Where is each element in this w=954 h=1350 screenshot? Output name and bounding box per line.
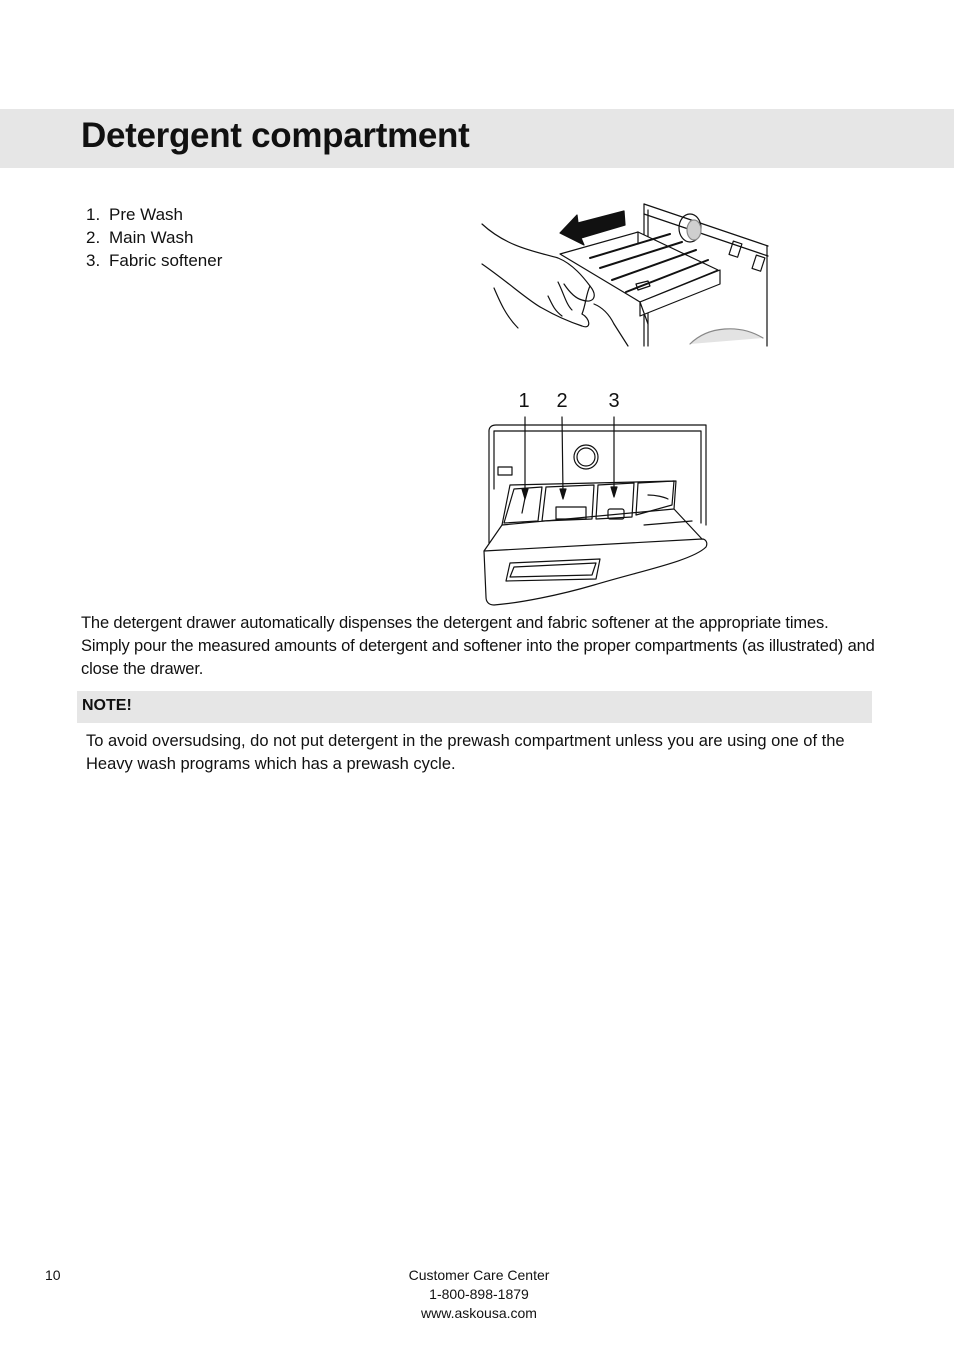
list-item <box>86 249 222 272</box>
note-band <box>77 691 872 723</box>
list-number: 3. <box>86 251 101 270</box>
footer-line: Customer Care Center <box>408 1267 550 1283</box>
list-item <box>86 203 222 226</box>
page-number: 10 <box>45 1267 61 1283</box>
list-number: 2. <box>86 228 101 247</box>
page-title: Detergent compartment <box>81 116 470 155</box>
note-text: To avoid oversudsing, do not put detergent in the prewash compartment unless you are using one of the Heavy wash programs which has a prewash cycle. <box>86 732 845 773</box>
footer-phone: 1-800-898-1879 <box>429 1286 529 1302</box>
footer-contact <box>329 1266 629 1323</box>
list-number: 1. <box>86 205 101 224</box>
list-label: Fabric softener <box>109 251 223 270</box>
compartment-diagram <box>480 385 714 607</box>
callout-2: 2 <box>556 390 568 412</box>
list-label: Pre Wash <box>109 205 184 224</box>
drawer-removal-illustration <box>478 198 770 348</box>
compartment-list <box>86 203 222 272</box>
footer-website: www.askousa.com <box>421 1305 537 1321</box>
note-label: NOTE! <box>82 697 132 714</box>
callout-1: 1 <box>518 390 530 412</box>
list-label: Main Wash <box>109 228 194 247</box>
list-item <box>86 226 222 249</box>
instructions-paragraph: The detergent drawer automatically dispenses the detergent and fabric softener at the appropriate times. Simply pour the measured amounts of detergent and softener into the proper compartments (as illustrated) and close the drawer. <box>81 614 875 678</box>
callout-3: 3 <box>608 390 620 412</box>
